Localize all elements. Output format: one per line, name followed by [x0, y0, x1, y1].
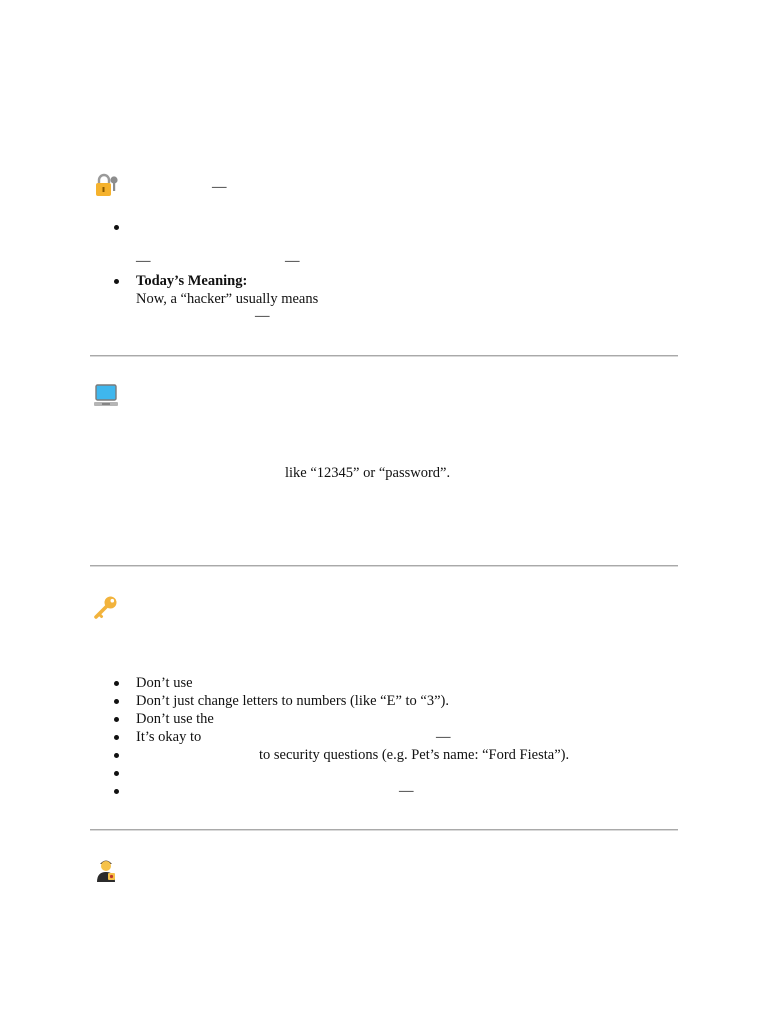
- section1-item2-line1: Now, a “hacker” usually means: [136, 291, 319, 307]
- list-bullet: [114, 771, 119, 776]
- list-bullet: [114, 717, 119, 722]
- section1-item1-dash-b: —: [285, 253, 300, 269]
- section2-text: like “12345” or “password”.: [285, 465, 451, 481]
- section1-item2-dash: —: [255, 308, 270, 324]
- section3-item-4: It’s okay to: [136, 729, 202, 745]
- list-bullet: [114, 789, 119, 794]
- section3-item-7-dash: —: [399, 783, 414, 799]
- detective-icon: [93, 856, 119, 882]
- section3-item-2: Don’t just change letters to numbers (like “E” to “3”).: [136, 693, 449, 709]
- list-bullet: [114, 735, 119, 740]
- list-bullet: [114, 279, 119, 284]
- section1-item2-heading: Today’s Meaning:: [136, 273, 248, 289]
- section3-item-1: Don’t use: [136, 675, 193, 691]
- computer-icon: [93, 383, 119, 409]
- key-icon: [93, 594, 119, 620]
- lock-key-icon: [93, 172, 119, 198]
- section3-item-4-dash: —: [436, 729, 451, 745]
- list-bullet: [114, 699, 119, 704]
- section3-item-3: Don’t use the: [136, 711, 214, 727]
- section-divider: [90, 355, 678, 357]
- section3-item-5: to security questions (e.g. Pet’s name: “Ford Fiesta”).: [259, 747, 570, 763]
- section1-item1-dash-a: —: [136, 253, 151, 269]
- section-divider: [90, 829, 678, 831]
- section1-title-dash: —: [212, 179, 227, 195]
- list-bullet: [114, 225, 119, 230]
- list-bullet: [114, 753, 119, 758]
- list-bullet: [114, 681, 119, 686]
- section-divider: [90, 565, 678, 567]
